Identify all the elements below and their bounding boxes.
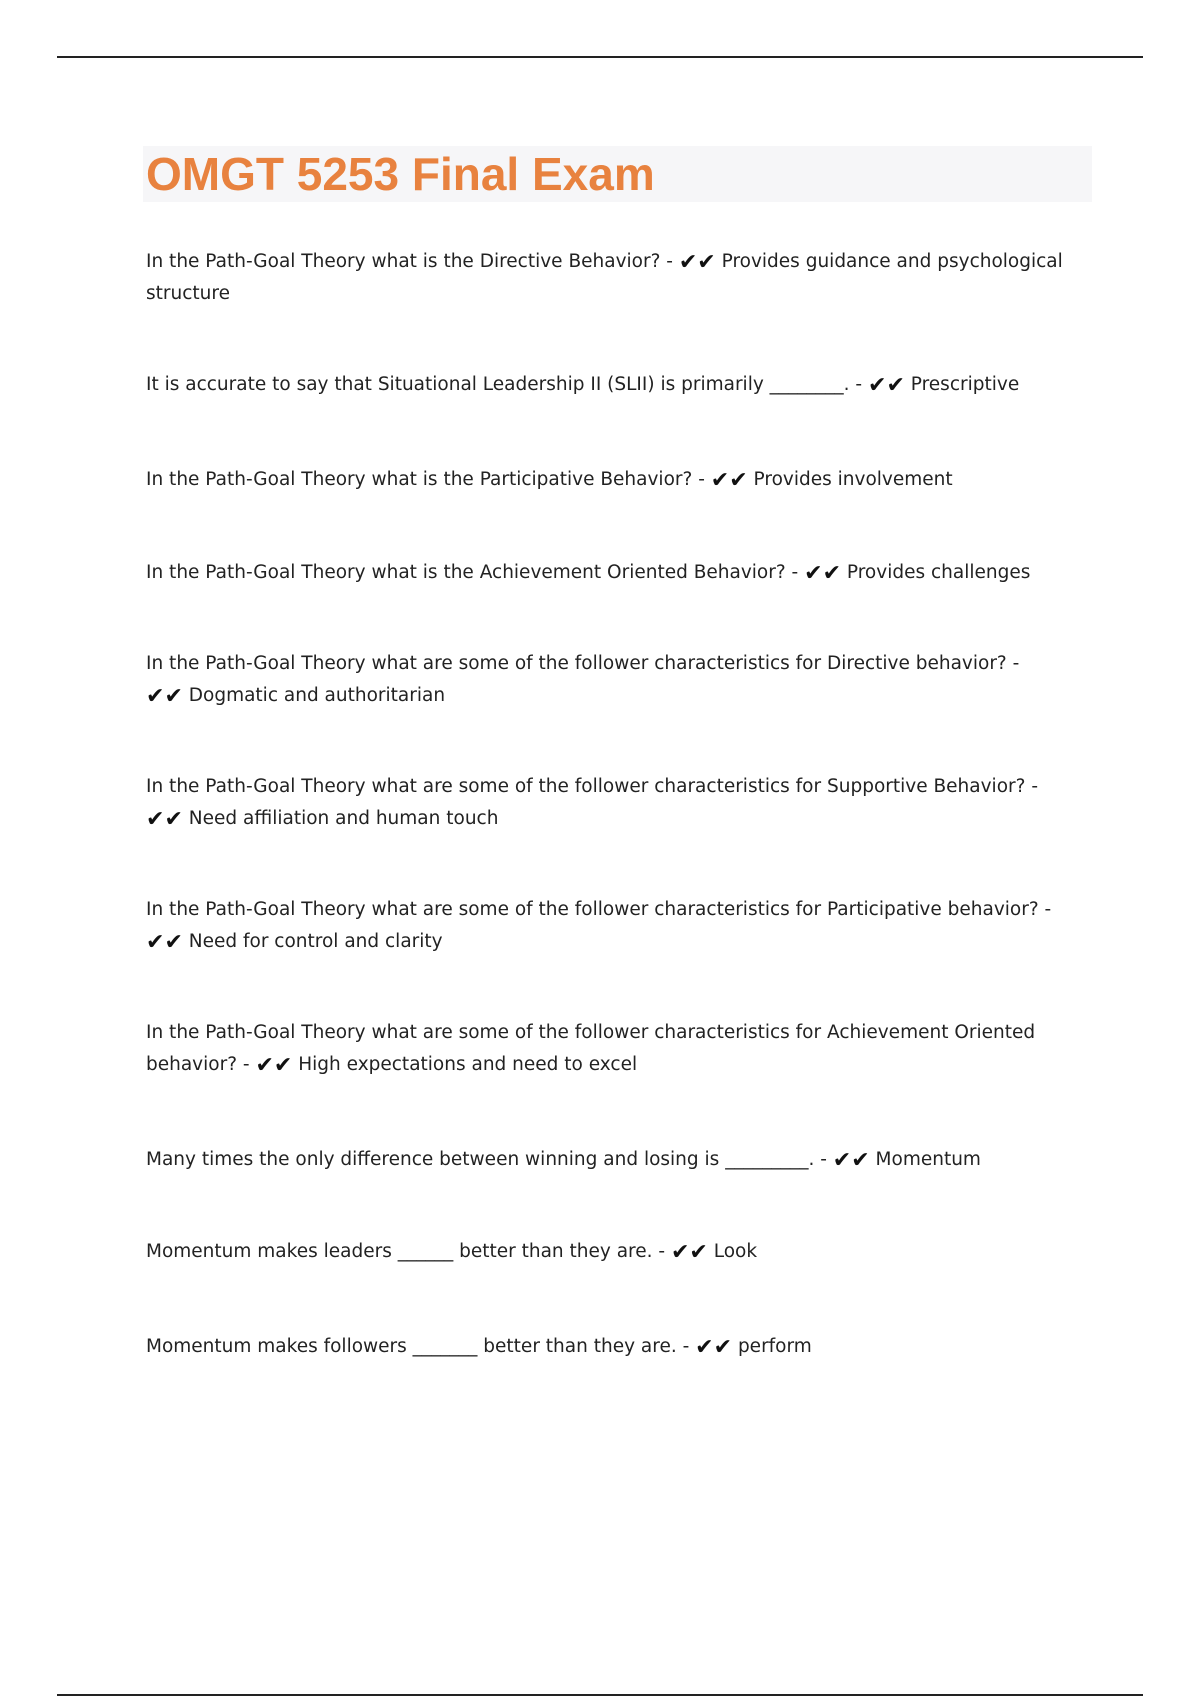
answer-text: Need for control and clarity	[188, 931, 443, 952]
question-text: In the Path-Goal Theory what is the Achievement Oriented Behavior? -	[146, 562, 799, 583]
qa-item	[146, 1017, 1076, 1081]
question-text: Many times the only difference between winning and losing is _________. -	[146, 1149, 827, 1170]
check-icon: ✔	[868, 373, 887, 398]
question-text: In the Path-Goal Theory what are some of the follower characteristics for Achievement Oriented behavior? -	[146, 1022, 1036, 1075]
check-icon: ✔	[886, 373, 905, 398]
question-text: It is accurate to say that Situational Leadership II (SLII) is primarily ________. -	[146, 374, 863, 395]
check-icon: ✔	[695, 1335, 714, 1360]
document-title: OMGT 5253 Final Exam	[146, 148, 655, 200]
answer-text: Look	[713, 1241, 758, 1262]
check-icon: ✔	[146, 684, 165, 709]
qa-item	[146, 648, 1076, 712]
check-icon: ✔	[697, 250, 716, 275]
check-icon: ✔	[710, 468, 730, 493]
check-icon: ✔	[146, 930, 165, 955]
answer-text: Need affiliation and human touch	[188, 808, 499, 829]
check-icon: ✔	[146, 807, 165, 832]
answer-text: Prescriptive	[910, 374, 1020, 395]
top-rule	[57, 56, 1143, 58]
question-text: In the Path-Goal Theory what are some of the follower characteristics for Supportive Behavior? -	[146, 776, 1038, 797]
answer-text: Dogmatic and authoritarian	[188, 685, 446, 706]
check-icon: ✔	[729, 468, 748, 493]
check-icon: ✔	[273, 1053, 293, 1078]
check-icon: ✔	[164, 807, 183, 832]
answer-text: Provides involvement	[753, 469, 953, 490]
qa-item	[146, 246, 1076, 310]
check-icon: ✔	[713, 1335, 733, 1360]
answer-text: Momentum	[875, 1149, 981, 1170]
check-icon: ✔	[689, 1240, 708, 1265]
qa-item	[146, 557, 1076, 589]
qa-item	[146, 771, 1076, 835]
question-text: Momentum makes followers _______ better than they are. -	[146, 1336, 690, 1357]
question-text: In the Path-Goal Theory what is the Directive Behavior? -	[146, 251, 673, 272]
qa-item	[146, 1144, 1076, 1176]
answer-text: perform	[737, 1336, 812, 1357]
check-icon: ✔	[822, 561, 841, 586]
check-icon: ✔	[851, 1148, 870, 1173]
question-text: Momentum makes leaders ______ better than they are. -	[146, 1241, 666, 1262]
check-icon: ✔	[255, 1053, 274, 1078]
question-text: In the Path-Goal Theory what is the Participative Behavior? -	[146, 469, 705, 490]
bottom-rule	[57, 1694, 1143, 1696]
check-icon: ✔	[670, 1240, 690, 1265]
answer-text: High expectations and need to excel	[298, 1054, 638, 1075]
question-text: In the Path-Goal Theory what are some of the follower characteristics for Participative behavior? -	[146, 899, 1052, 920]
qa-item	[146, 464, 1076, 496]
check-icon: ✔	[164, 930, 183, 955]
qa-item	[146, 369, 1076, 401]
check-icon: ✔	[804, 561, 823, 586]
qa-item	[146, 1331, 1076, 1363]
check-icon: ✔	[832, 1148, 852, 1173]
question-text: In the Path-Goal Theory what are some of the follower characteristics for Directive behavior? -	[146, 653, 1020, 674]
check-icon: ✔	[164, 684, 183, 709]
check-icon: ✔	[678, 250, 698, 275]
answer-text: Provides challenges	[846, 562, 1031, 583]
answer-text: Provides guidance and psychological structure	[146, 251, 1063, 304]
qa-item	[146, 1236, 1076, 1268]
qa-item	[146, 894, 1076, 958]
